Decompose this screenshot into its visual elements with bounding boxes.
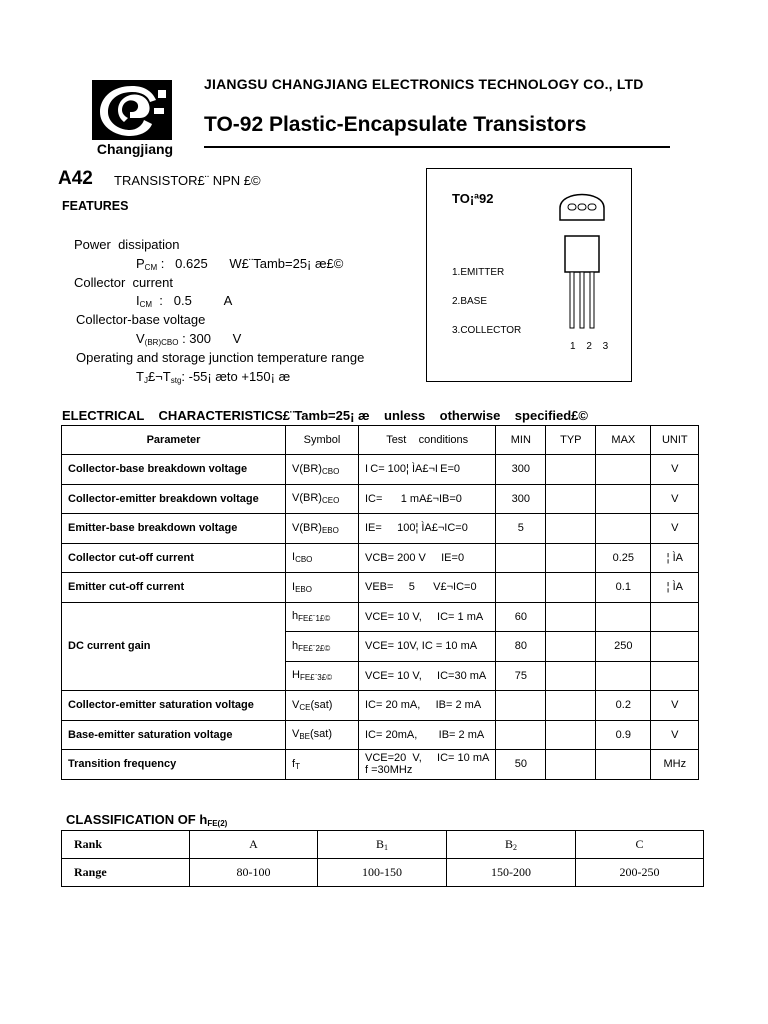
min-cell: 300 <box>496 455 546 485</box>
min-cell: 300 <box>496 484 546 514</box>
max-cell: 0.2 <box>596 691 651 721</box>
unit-cell <box>651 632 699 662</box>
parameter-cell: Emitter-base breakdown voltage <box>62 514 286 544</box>
rank-cell: A <box>190 831 318 859</box>
range-cell: 100-150 <box>318 859 447 887</box>
feature-temp-label: Operating and storage junction temperature range <box>76 350 365 365</box>
typ-cell <box>546 543 596 573</box>
symbol-cell: $I_{EBO}$ <box>286 573 359 603</box>
min-cell: 5 <box>496 514 546 544</box>
condition-cell: I C= 100¦ ÌA£¬I E=0 <box>359 455 496 485</box>
table-header-row <box>62 426 699 455</box>
table-row <box>62 720 699 750</box>
changjiang-logo-icon <box>92 80 172 140</box>
min-cell <box>496 573 546 603</box>
condition-cell: IE= 100¦ ÌA£¬IC=0 <box>359 514 496 544</box>
company-logo <box>92 80 172 140</box>
unit-cell: ¦ ÌA <box>651 543 699 573</box>
typ-cell <box>546 573 596 603</box>
max-cell <box>596 484 651 514</box>
rank-label: Rank <box>62 831 190 859</box>
min-cell <box>496 543 546 573</box>
unit-cell: V <box>651 691 699 721</box>
condition-cell: IC= 1 mA£¬IB=0 <box>359 484 496 514</box>
column-header: MIN <box>496 426 546 455</box>
condition-cell: VCE=20 V, IC= 10 mA f =30MHz <box>359 750 496 780</box>
features-heading: FEATURES <box>62 199 129 213</box>
unit-cell: V <box>651 455 699 485</box>
max-cell <box>596 750 651 780</box>
column-header: Symbol <box>286 426 359 455</box>
rank-row <box>62 831 704 859</box>
column-header: Test conditions <box>359 426 496 455</box>
typ-cell <box>546 750 596 780</box>
range-cell: 200-250 <box>576 859 704 887</box>
feature-pcm: $P_{CM}$ : 0.625 W£¨Tamb=25¡ æ£© <box>136 256 344 272</box>
symbol-cell: $f_T$ <box>286 750 359 780</box>
electrical-table <box>61 425 699 780</box>
package-name: TO¡ª92 <box>452 191 494 206</box>
max-cell: 0.9 <box>596 720 651 750</box>
table-row <box>62 514 699 544</box>
typ-cell <box>546 455 596 485</box>
unit-cell: V <box>651 720 699 750</box>
typ-cell <box>546 602 596 632</box>
typ-cell <box>546 514 596 544</box>
table-row <box>62 484 699 514</box>
part-description: TRANSISTOR£¨ NPN £© <box>114 173 261 188</box>
typ-cell <box>546 691 596 721</box>
column-header: UNIT <box>651 426 699 455</box>
range-label: Range <box>62 859 190 887</box>
min-cell: 60 <box>496 602 546 632</box>
typ-cell <box>546 632 596 662</box>
rank-cell: C <box>576 831 704 859</box>
symbol-cell: $V(BR)_{CEO}$ <box>286 484 359 514</box>
pin-numbers: 1 2 3 <box>570 341 613 352</box>
condition-cell: VCE= 10 V, IC=30 mA <box>359 661 496 691</box>
logo-wordmark: Changjiang <box>96 141 174 157</box>
condition-cell: IC= 20mA, IB= 2 mA <box>359 720 496 750</box>
parameter-cell: Collector-emitter saturation voltage <box>62 691 286 721</box>
unit-cell: V <box>651 484 699 514</box>
table-row <box>62 543 699 573</box>
feature-icm: $I_{CM}$ : 0.5 A <box>136 293 233 309</box>
min-cell <box>496 720 546 750</box>
classification-table <box>61 830 704 887</box>
column-header: Parameter <box>62 426 286 455</box>
symbol-cell: $V_{CE}(sat)$ <box>286 691 359 721</box>
parameter-cell: DC current gain <box>62 602 286 691</box>
unit-cell: ¦ ÌA <box>651 573 699 603</box>
part-number: A42 <box>58 168 93 189</box>
unit-cell <box>651 602 699 632</box>
feature-power-label: Power dissipation <box>74 237 180 252</box>
condition-cell: VCE= 10 V, IC= 1 mA <box>359 602 496 632</box>
typ-cell <box>546 661 596 691</box>
parameter-cell: Collector cut-off current <box>62 543 286 573</box>
pin-emitter: 1.EMITTER <box>452 267 505 278</box>
symbol-cell: $h_{FE£¨1£©}$ <box>286 602 359 632</box>
table-row <box>62 602 699 632</box>
to92-package-icon <box>556 186 616 336</box>
unit-cell: MHz <box>651 750 699 780</box>
column-header: MAX <box>596 426 651 455</box>
title-divider <box>204 146 670 148</box>
company-name: JIANGSU CHANGJIANG ELECTRONICS TECHNOLOGY CO., LTD <box>204 76 644 92</box>
feature-current-label: Collector current <box>74 275 173 290</box>
unit-cell <box>651 661 699 691</box>
table-row <box>62 573 699 603</box>
min-cell: 80 <box>496 632 546 662</box>
min-cell: 75 <box>496 661 546 691</box>
max-cell <box>596 661 651 691</box>
table-row <box>62 455 699 485</box>
condition-cell: VCB= 200 V IE=0 <box>359 543 496 573</box>
max-cell <box>596 455 651 485</box>
document-title: TO-92 Plastic-Encapsulate Transistors <box>204 113 587 136</box>
parameter-cell: Transition frequency <box>62 750 286 780</box>
parameter-cell: Emitter cut-off current <box>62 573 286 603</box>
max-cell: 0.1 <box>596 573 651 603</box>
feature-temp: $T_J£\neg T_{stg}$: -55¡ æto +150¡ æ <box>136 369 291 385</box>
max-cell: 250 <box>596 632 651 662</box>
max-cell <box>596 514 651 544</box>
range-row <box>62 859 704 887</box>
parameter-cell: Base-emitter saturation voltage <box>62 720 286 750</box>
classification-heading: CLASSIFICATION OF $h_{FE(2)}$ <box>66 812 228 828</box>
rank-cell: $B_1$ <box>318 831 447 859</box>
pin-collector: 3.COLLECTOR <box>452 325 522 336</box>
symbol-cell: $I_{CBO}$ <box>286 543 359 573</box>
column-header: TYP <box>546 426 596 455</box>
rank-cell: $B_2$ <box>447 831 576 859</box>
typ-cell <box>546 484 596 514</box>
feature-voltage-label: Collector-base voltage <box>76 312 206 327</box>
min-cell: 50 <box>496 750 546 780</box>
symbol-cell: $h_{FE£¨2£©}$ <box>286 632 359 662</box>
table-row <box>62 691 699 721</box>
electrical-heading: ELECTRICAL CHARACTERISTICS£¨Tamb=25¡ æ unless otherwise specified£© <box>62 408 588 423</box>
typ-cell <box>546 720 596 750</box>
symbol-cell: $V_{BE}(sat)$ <box>286 720 359 750</box>
condition-cell: VCE= 10V, IC = 10 mA <box>359 632 496 662</box>
feature-vbr: $V_{(BR)CBO}$ : 300 V <box>136 331 242 347</box>
condition-cell: VEB= 5 V£¬IC=0 <box>359 573 496 603</box>
parameter-cell: Collector-emitter breakdown voltage <box>62 484 286 514</box>
symbol-cell: $V(BR)_{CBO}$ <box>286 455 359 485</box>
range-cell: 150-200 <box>447 859 576 887</box>
range-cell: 80-100 <box>190 859 318 887</box>
condition-cell: IC= 20 mA, IB= 2 mA <box>359 691 496 721</box>
symbol-cell: $V(BR)_{EBO}$ <box>286 514 359 544</box>
parameter-cell: Collector-base breakdown voltage <box>62 455 286 485</box>
max-cell <box>596 602 651 632</box>
min-cell <box>496 691 546 721</box>
table-row <box>62 750 699 780</box>
unit-cell: V <box>651 514 699 544</box>
max-cell: 0.25 <box>596 543 651 573</box>
symbol-cell: $H_{FE£¨3£©}$ <box>286 661 359 691</box>
pin-base: 2.BASE <box>452 296 488 307</box>
